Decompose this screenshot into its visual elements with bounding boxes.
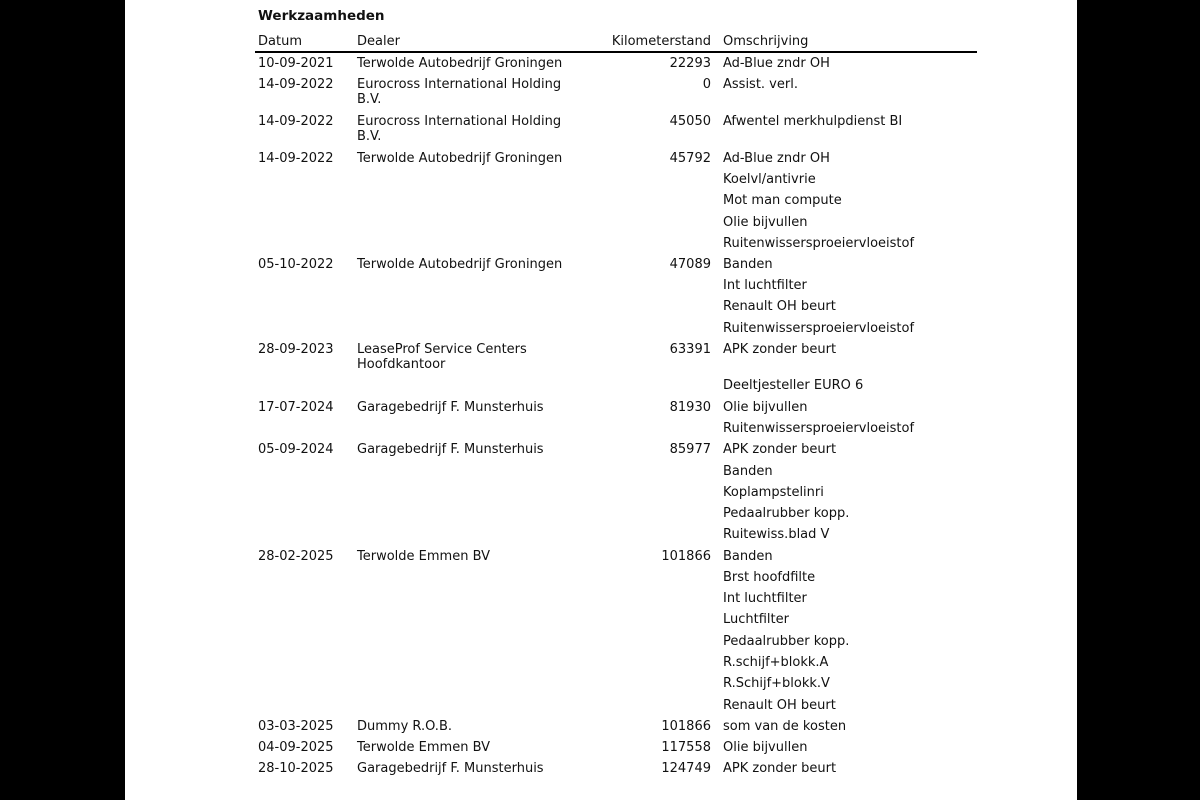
cell-description: Brst hoofdfilte — [723, 570, 816, 585]
cell-km: 117558 — [661, 740, 711, 755]
cell-description: Renault OH beurt — [723, 299, 836, 314]
table-row — [255, 257, 977, 278]
cell-dealer: Terwolde Autobedrijf Groningen — [357, 257, 563, 272]
cell-km: 85977 — [669, 442, 711, 457]
cell-km: 47089 — [669, 257, 711, 272]
table-row — [255, 591, 977, 612]
cell-description: Afwentel merkhulpdienst BI — [723, 114, 903, 129]
cell-description: Luchtfilter — [723, 612, 789, 627]
table-row — [255, 442, 977, 463]
cell-km: 63391 — [669, 342, 711, 357]
cell-description: Banden — [723, 549, 773, 564]
table-row — [255, 215, 977, 236]
table-row — [255, 740, 977, 761]
cell-km: 124749 — [661, 761, 711, 776]
cell-description: Ad-Blue zndr OH — [723, 151, 830, 166]
cell-dealer: Dummy R.O.B. — [357, 719, 452, 734]
cell-description: Ruitewiss.blad V — [723, 527, 830, 542]
table-row — [255, 172, 977, 193]
table-row — [255, 570, 977, 591]
column-header-description: Omschrijving — [723, 34, 809, 49]
cell-date: 17-07-2024 — [258, 400, 334, 415]
cell-dealer: Terwolde Emmen BV — [357, 549, 490, 564]
table-row — [255, 193, 977, 214]
cell-dealer: Garagebedrijf F. Munsterhuis — [357, 761, 544, 776]
cell-description: Ad-Blue zndr OH — [723, 56, 830, 71]
cell-km: 22293 — [669, 56, 711, 71]
cell-description: Koplampstelinri — [723, 485, 824, 500]
table-row — [255, 634, 977, 655]
cell-date: 14-09-2022 — [258, 114, 334, 129]
cell-date: 05-09-2024 — [258, 442, 334, 457]
table-row — [255, 321, 977, 342]
cell-description: Olie bijvullen — [723, 400, 808, 415]
cell-dealer: Terwolde Autobedrijf Groningen — [357, 56, 563, 71]
cell-date: 14-09-2022 — [258, 77, 334, 92]
document-page — [125, 0, 1077, 800]
cell-dealer: Eurocross International Holding B.V. — [357, 114, 562, 144]
cell-date: 28-09-2023 — [258, 342, 334, 357]
table-row — [255, 485, 977, 506]
cell-date: 03-03-2025 — [258, 719, 334, 734]
table-row — [255, 151, 977, 172]
cell-date: 14-09-2022 — [258, 151, 334, 166]
cell-description: APK zonder beurt — [723, 442, 837, 457]
section-title: Werkzaamheden — [258, 8, 385, 24]
cell-description: Koelvl/antivrie — [723, 172, 816, 187]
column-header-km: Kilometerstand — [611, 34, 711, 49]
cell-dealer: Terwolde Emmen BV — [357, 740, 490, 755]
table-row — [255, 342, 977, 372]
cell-description: Ruitenwissersproeiervloeistof — [723, 421, 915, 436]
cell-date: 04-09-2025 — [258, 740, 334, 755]
cell-description: Banden — [723, 464, 773, 479]
cell-description: APK zonder beurt — [723, 342, 837, 357]
cell-description: som van de kosten — [723, 719, 847, 734]
cell-date: 10-09-2021 — [258, 56, 334, 71]
cell-description: Mot man compute — [723, 193, 842, 208]
cell-description: Ruitenwissersproeiervloeistof — [723, 236, 915, 251]
cell-date: 28-02-2025 — [258, 549, 334, 564]
table-row — [255, 676, 977, 697]
table-row — [255, 114, 977, 144]
table-row — [255, 378, 977, 399]
table-row — [255, 761, 977, 782]
table-row — [255, 719, 977, 740]
table-row — [255, 236, 977, 257]
table-row — [255, 421, 977, 442]
table-row — [255, 506, 977, 527]
cell-description: R.Schijf+blokk.V — [723, 676, 830, 691]
cell-description: APK zonder beurt — [723, 761, 837, 776]
cell-description: Banden — [723, 257, 773, 272]
cell-description: Assist. verl. — [723, 77, 798, 92]
table-row — [255, 527, 977, 548]
cell-dealer: Garagebedrijf F. Munsterhuis — [357, 400, 544, 415]
table-row — [255, 278, 977, 299]
cell-description: Pedaalrubber kopp. — [723, 634, 850, 649]
cell-description: Int luchtfilter — [723, 278, 807, 293]
cell-date: 05-10-2022 — [258, 257, 334, 272]
cell-dealer: LeaseProf Service Centers Hoofdkantoor — [357, 342, 527, 372]
table-header — [255, 33, 977, 53]
cell-km: 45792 — [669, 151, 711, 166]
table-row — [255, 655, 977, 676]
cell-description: Olie bijvullen — [723, 740, 808, 755]
cell-description: Pedaalrubber kopp. — [723, 506, 850, 521]
table-row — [255, 299, 977, 320]
cell-date: 28-10-2025 — [258, 761, 334, 776]
column-header-dealer: Dealer — [357, 34, 400, 49]
cell-dealer: Terwolde Autobedrijf Groningen — [357, 151, 563, 166]
table-row — [255, 77, 977, 107]
table-row — [255, 56, 977, 77]
cell-description: Deeltjesteller EURO 6 — [723, 378, 864, 393]
cell-km: 0 — [702, 77, 711, 92]
cell-km: 45050 — [669, 114, 711, 129]
cell-description: Olie bijvullen — [723, 215, 808, 230]
cell-description: Int luchtfilter — [723, 591, 807, 606]
table-row — [255, 464, 977, 485]
cell-dealer: Eurocross International Holding B.V. — [357, 77, 562, 107]
table-row — [255, 400, 977, 421]
cell-dealer: Garagebedrijf F. Munsterhuis — [357, 442, 544, 457]
column-header-date: Datum — [258, 34, 302, 49]
cell-km: 101866 — [661, 719, 711, 734]
cell-description: Renault OH beurt — [723, 698, 836, 713]
table-row — [255, 612, 977, 633]
cell-description: R.schijf+blokk.A — [723, 655, 829, 670]
cell-km: 81930 — [669, 400, 711, 415]
cell-description: Ruitenwissersproeiervloeistof — [723, 321, 915, 336]
table-row — [255, 698, 977, 719]
table-row — [255, 549, 977, 570]
cell-km: 101866 — [661, 549, 711, 564]
